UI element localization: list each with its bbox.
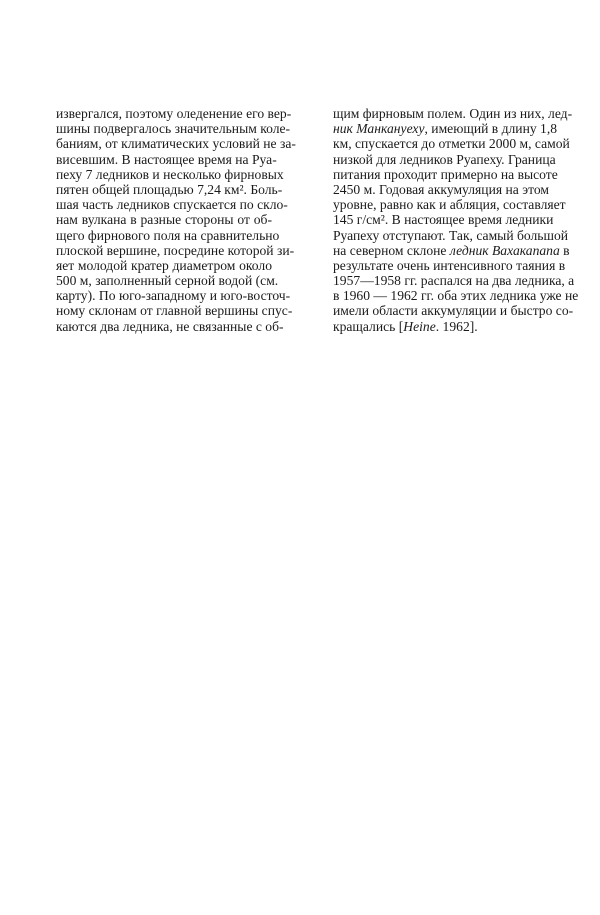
text-line: щим фирновым полем. Один из них, лед-	[333, 106, 573, 121]
text-fragment: , имеющий в длину 1,8	[424, 121, 558, 137]
text-line: Руапеху отступают. Так, самый большой	[333, 227, 569, 243]
text-line: щего фирнового поля на сравнительно	[56, 227, 280, 243]
text-line	[333, 121, 558, 137]
text-line: 145 г/см². В настоящее время ледники	[333, 212, 554, 228]
text-fragment: на северном склоне	[333, 242, 450, 258]
citation-author: Heine	[403, 318, 436, 334]
text-line: 2450 м. Годовая аккумуляция на этом	[333, 181, 549, 197]
text-line: нам вулкана в разные стороны от об-	[56, 212, 272, 228]
text-line: шины подвергалось значительным коле-	[56, 121, 291, 137]
text-line: низкой для ледников Руапеху. Граница	[333, 151, 556, 167]
text-line: яет молодой кратер диаметром около	[56, 257, 272, 273]
right-text-column	[333, 106, 579, 334]
text-line: шая часть ледников спускается по скло-	[56, 197, 288, 213]
text-line: карту). По юго-западному и юго-восточ-	[56, 288, 291, 304]
text-line: плоской вершине, посредине которой зи-	[56, 242, 295, 258]
left-text-column	[56, 106, 296, 334]
text-line: в 1960 — 1962 гг. оба этих ледника уже не	[333, 288, 579, 304]
text-line: уровне, равно как и абляция, составляет	[333, 197, 566, 213]
text-line	[333, 242, 570, 258]
text-line: имели области аккумуляции и быстро со-	[333, 303, 574, 319]
text-line: 1957—1958 гг. распался на два ледника, а	[333, 273, 575, 289]
text-line: 500 м, заполненный серной водой (см.	[56, 273, 279, 289]
text-line: ному склонам от главной вершины спус-	[56, 303, 293, 319]
text-line: пятен общей площадью 7,24 км². Боль-	[56, 181, 283, 197]
text-fragment: в	[559, 242, 570, 258]
text-line: извергался, поэтому оледенение его вер-	[56, 106, 292, 121]
text-line	[333, 319, 549, 334]
text-line: км, спускается до отметки 2000 м, самой	[333, 136, 570, 152]
text-line: баниям, от климатических условий не за-	[56, 136, 296, 152]
text-fragment: . 1962].	[435, 318, 478, 334]
text-line: висевшим. В настоящее время на Руа-	[56, 151, 277, 167]
glacier-name-manganuiohou: ник Манкануеху	[333, 121, 425, 137]
text-line: каются два ледника, не связанные с об-	[56, 318, 284, 334]
text-line: пеху 7 ледников и несколько фирновых	[56, 166, 284, 182]
text-line: питания проходит примерно на высоте	[333, 166, 558, 182]
text-line: результате очень интенсивного таяния в	[333, 257, 566, 273]
text-fragment: кращались [	[333, 318, 404, 334]
glacier-name-whakapapa: ледник Вахакапапа	[449, 242, 560, 258]
